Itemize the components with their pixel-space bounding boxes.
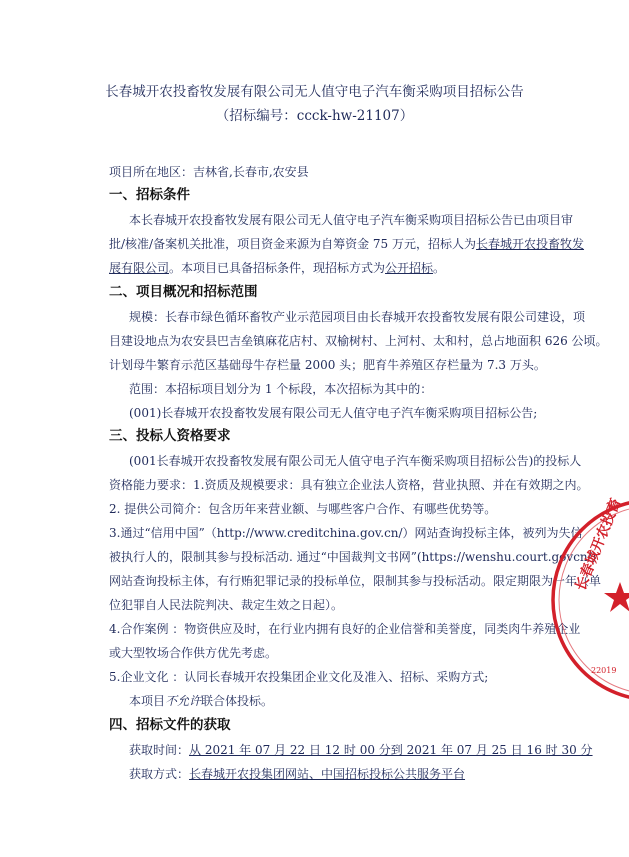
acquisition-time-value: 从 2021 年 07 月 22 日 12 时 00 分到 2021 年 07 月 25 日 16 时 30 分 (189, 743, 593, 757)
location-value: 吉林省,长春市,农安县 (193, 165, 309, 179)
section-2-text: 计划母牛繁育示范区基础母牛存栏量 2000 头；肥育牛养殖区存栏量为 7.3 万头。 (109, 358, 546, 372)
section-2-text: (001)长春城开农投畜牧发展有限公司无人值守电子汽车衡采购项目招标公告; (129, 406, 538, 420)
section-3-text: 网站查询投标主体，有行贿犯罪记录的投标单位，限制其参与投标活动。限定期限为一年（单 (109, 574, 602, 588)
section-2-text: 范围：本招标项目划分为 1 个标段，本次招标为其中的： (129, 382, 433, 396)
section-1-text: 批/核准/备案机关批准，项目资金来源为自筹资金 75 万元，招标人为长春城开农投畜牧发 (109, 237, 585, 251)
section-3-text: 2. 提供公司简介：包含历年来营业额、与哪些客户合作、有哪些优势等。 (109, 502, 497, 516)
section-3-text: 3.通过“信用中国”（http://www.creditchina.gov.cn/）网站查询投标主体，被列为失信 (109, 526, 583, 540)
project-location (109, 165, 309, 179)
section-4-heading: 四、招标文件的获取 (109, 717, 231, 733)
section-2-text: 规模：长春市绿色循环畜牧产业示范园项目由长春城开农投畜牧发展有限公司建设，项 (129, 310, 586, 324)
section-3-text: 5.企业文化 ：认同长春城开农投集团企业文化及准入、招标、采购方式; (109, 670, 489, 684)
page-title: 长春城开农投畜牧发展有限公司无人值守电子汽车衡采购项目招标公告 (105, 84, 524, 100)
acquisition-method: 获取方式：长春城开农投集团网站、中国招标投标公共服务平台 (129, 767, 466, 781)
tender-method: 公开招标 (385, 261, 434, 275)
seal-text: 长春城开农投畜 (572, 496, 625, 594)
tenderer-name: 长春城开农投畜牧发 (476, 237, 585, 251)
section-3-text: 资格能力要求：1.资质及规模要求：具有独立企业法人资格，营业执照、并在有效期之内。 (109, 478, 589, 492)
seal-star-icon (604, 582, 629, 612)
section-3-text: 被执行人的，限制其参与投标活动. 通过“中国裁判文书网”(https://wenshu.court.govcn/) (109, 550, 597, 564)
section-1-text: 本长春城开农投畜牧发展有限公司无人值守电子汽车衡采购项目招标公告已由项目审 (129, 213, 574, 227)
location-label: 项目所在地区： (109, 165, 194, 179)
section-3-text: (001长春城开农投畜牧发展有限公司无人值守电子汽车衡采购项目招标公告)的投标人 (129, 454, 582, 468)
seal-number: 22019 (591, 666, 617, 675)
section-3-text: 或大型牧场合作供方优先考虑。 (109, 646, 278, 660)
acquisition-time: 获取时间：从 2021 年 07 月 22 日 12 时 00 分到 2021 年 07 月 25 日 16 时 30 分 (129, 743, 593, 757)
section-3-text: 4.合作案例 ：物资供应及时，在行业内拥有良好的企业信誉和美誉度，同类肉牛养殖企业 (109, 622, 581, 636)
section-3-text: 本项目不允许联合体投标。 (129, 694, 274, 708)
section-3-text: 位犯罪自人民法院判决、裁定生效之日起）。 (109, 598, 344, 612)
section-1-text: 展有限公司。本项目已具备招标条件，现招标方式为公开招标。 (109, 261, 446, 275)
section-3-heading: 三、投标人资格要求 (109, 428, 231, 444)
section-1-heading: 一、招标条件 (109, 187, 190, 203)
seal-ring (548, 490, 629, 720)
tenderer-name-cont: 展有限公司 (109, 261, 170, 275)
bid-number: （招标编号：ccck-hw-21107） (215, 108, 414, 124)
acquisition-method-value: 长春城开农投集团网站、中国招标投标公共服务平台 (189, 767, 466, 781)
company-seal (548, 490, 629, 720)
section-2-text: 目建设地点为农安县巴吉垒镇麻花店村、双榆树村、上河村、太和村，总占地面积 626 公顷。 (109, 334, 608, 348)
section-2-heading: 二、项目概况和招标范围 (109, 284, 258, 300)
joint-bid-restriction: 不允许 (165, 694, 202, 708)
